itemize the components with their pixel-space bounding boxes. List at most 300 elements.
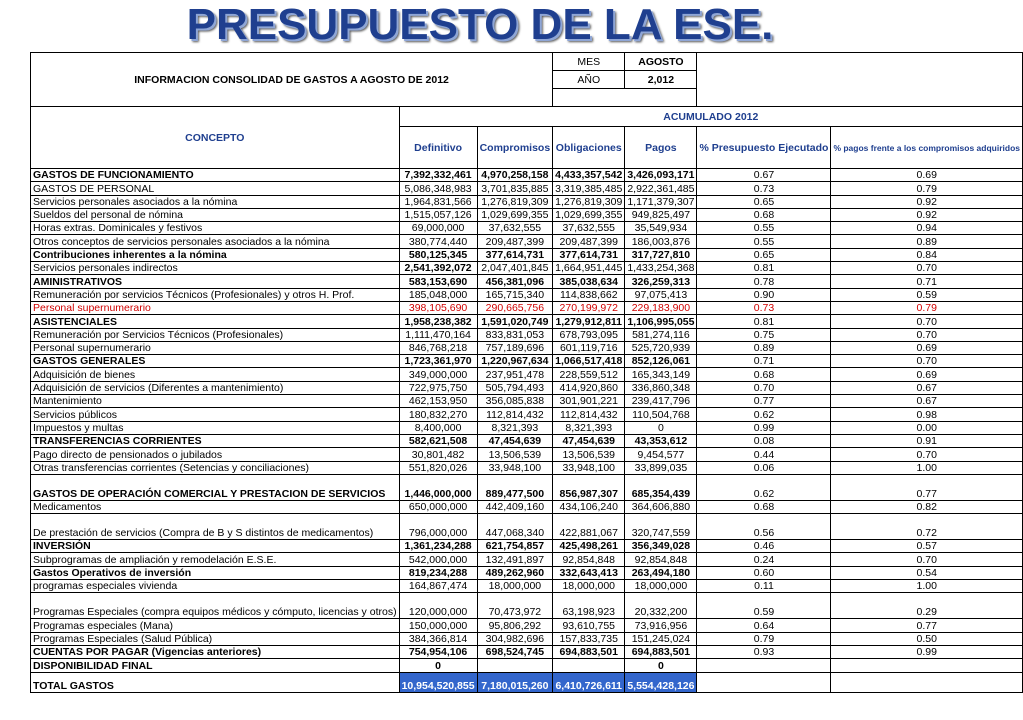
pct-cell: 0.11 — [697, 580, 831, 593]
table-row — [31, 222, 1023, 235]
amount-cell: 5,086,348,983 — [399, 182, 477, 195]
table-row — [31, 553, 1023, 566]
amount-cell: 229,183,900 — [625, 301, 697, 314]
amount-cell: 694,883,501 — [553, 645, 625, 658]
amount-cell: 846,768,218 — [399, 341, 477, 354]
pct-cell: 0.62 — [697, 408, 831, 421]
amount-cell: 621,754,857 — [477, 540, 553, 553]
amount-cell: 1,591,020,749 — [477, 315, 553, 328]
total-amount: 10,954,520,855 — [399, 672, 477, 692]
pct-cell: 0.93 — [697, 645, 831, 658]
pct-cell: 0.68 — [697, 500, 831, 513]
amount-cell: 8,400,000 — [399, 421, 477, 434]
anio-label: AÑO — [553, 71, 625, 89]
row-label: TRANSFERENCIAS CORRIENTES — [31, 434, 400, 447]
table-row — [31, 355, 1023, 368]
amount-cell: 151,245,024 — [625, 632, 697, 645]
col-header-pct-ejecutado: % Presupuesto Ejecutado — [697, 127, 831, 169]
amount-cell: 4,433,357,542 — [553, 169, 625, 182]
amount-cell: 73,916,956 — [625, 619, 697, 632]
pct-cell: 0.62 — [697, 474, 831, 500]
pct-cell: 1.00 — [831, 461, 1023, 474]
total-label: TOTAL GASTOS — [31, 672, 400, 692]
amount-cell: 1,664,951,445 — [553, 262, 625, 275]
amount-cell: 320,747,559 — [625, 514, 697, 540]
amount-cell: 112,814,432 — [477, 408, 553, 421]
table-row — [31, 645, 1023, 658]
row-label: Programas especiales (Mana) — [31, 619, 400, 632]
pct-cell: 0.75 — [697, 328, 831, 341]
row-label: De prestación de servicios (Compra de B y S distintos de medicamentos) — [31, 514, 400, 540]
amount-cell: 13,506,539 — [553, 448, 625, 461]
amount-cell: 0 — [625, 659, 697, 672]
row-label: Remuneración por servicios Técnicos (Profesionales) y otros H. Prof. — [31, 288, 400, 301]
amount-cell: 1,446,000,000 — [399, 474, 477, 500]
amount-cell: 856,987,307 — [553, 474, 625, 500]
amount-cell: 317,727,810 — [625, 248, 697, 261]
amount-cell: 18,000,000 — [625, 580, 697, 593]
table-row — [31, 659, 1023, 672]
row-label: Adquisición de bienes — [31, 368, 400, 381]
table-row — [31, 514, 1023, 540]
amount-cell: 582,621,508 — [399, 434, 477, 447]
amount-cell: 120,000,000 — [399, 593, 477, 619]
table-row — [31, 328, 1023, 341]
table-row — [31, 566, 1023, 579]
row-label: Adquisición de servicios (Diferentes a mantenimiento) — [31, 381, 400, 394]
amount-cell: 157,833,735 — [553, 632, 625, 645]
pct-cell: 0.90 — [697, 288, 831, 301]
amount-cell: 20,332,200 — [625, 593, 697, 619]
row-label: Programas Especiales (Salud Pública) — [31, 632, 400, 645]
amount-cell: 37,632,555 — [553, 222, 625, 235]
amount-cell: 949,825,497 — [625, 208, 697, 221]
amount-cell: 385,038,634 — [553, 275, 625, 288]
pct-cell: 0.71 — [697, 355, 831, 368]
pct-cell: 0.54 — [831, 566, 1023, 579]
amount-cell: 18,000,000 — [553, 580, 625, 593]
amount-cell: 364,606,880 — [625, 500, 697, 513]
total-row — [31, 672, 1023, 692]
table-row — [31, 619, 1023, 632]
amount-cell: 1,964,831,566 — [399, 195, 477, 208]
pct-cell — [831, 659, 1023, 672]
amount-cell: 326,259,313 — [625, 275, 697, 288]
table-row — [31, 275, 1023, 288]
pct-cell: 0.00 — [831, 421, 1023, 434]
amount-cell: 165,343,149 — [625, 368, 697, 381]
pct-cell: 0.99 — [831, 645, 1023, 658]
row-label: Programas Especiales (compra equipos médicos y cómputo, licencias y otros) — [31, 593, 400, 619]
amount-cell: 722,975,750 — [399, 381, 477, 394]
amount-cell: 0 — [625, 421, 697, 434]
amount-cell: 1,361,234,288 — [399, 540, 477, 553]
pct-cell: 0.92 — [831, 208, 1023, 221]
row-label: Servicios públicos — [31, 408, 400, 421]
mes-value: AGOSTO — [625, 53, 697, 71]
pct-cell: 0.79 — [831, 182, 1023, 195]
amount-cell: 581,274,116 — [625, 328, 697, 341]
amount-cell: 2,047,401,845 — [477, 262, 553, 275]
row-label: AMINISTRATIVOS — [31, 275, 400, 288]
amount-cell: 456,381,096 — [477, 275, 553, 288]
amount-cell: 3,426,093,171 — [625, 169, 697, 182]
amount-cell: 757,189,696 — [477, 341, 553, 354]
amount-cell: 1,276,819,309 — [477, 195, 553, 208]
amount-cell: 356,349,028 — [625, 540, 697, 553]
pct-cell: 0.79 — [831, 301, 1023, 314]
pct-cell: 0.94 — [831, 222, 1023, 235]
budget-table — [30, 52, 1023, 693]
amount-cell: 263,494,180 — [625, 566, 697, 579]
amount-cell: 1,029,699,355 — [477, 208, 553, 221]
amount-cell: 583,153,690 — [399, 275, 477, 288]
mes-label: MES — [553, 53, 625, 71]
amount-cell: 270,199,972 — [553, 301, 625, 314]
amount-cell: 8,321,393 — [553, 421, 625, 434]
pct-cell: 0.55 — [697, 235, 831, 248]
amount-cell: 92,854,848 — [553, 553, 625, 566]
col-header-compromisos: Compromisos — [477, 127, 553, 169]
table-row — [31, 341, 1023, 354]
row-label: Servicios personales asociados a la nómina — [31, 195, 400, 208]
amount-cell: 114,838,662 — [553, 288, 625, 301]
amount-cell: 1,723,361,970 — [399, 355, 477, 368]
pct-cell: 0.67 — [697, 169, 831, 182]
col-header-definitivo: Definitivo — [399, 127, 477, 169]
table-row — [31, 195, 1023, 208]
row-label: Personal supernumerario — [31, 301, 400, 314]
amount-cell: 3,319,385,485 — [553, 182, 625, 195]
amount-cell: 93,610,755 — [553, 619, 625, 632]
pct-cell: 0.59 — [831, 288, 1023, 301]
row-label: CUENTAS POR PAGAR (Vigencias anteriores) — [31, 645, 400, 658]
amount-cell: 30,801,482 — [399, 448, 477, 461]
pct-cell: 0.77 — [831, 619, 1023, 632]
pct-cell: 0.70 — [831, 328, 1023, 341]
amount-cell: 70,473,972 — [477, 593, 553, 619]
amount-cell: 33,948,100 — [553, 461, 625, 474]
amount-cell: 819,234,288 — [399, 566, 477, 579]
amount-cell: 180,832,270 — [399, 408, 477, 421]
pct-cell: 0.56 — [697, 514, 831, 540]
table-row — [31, 248, 1023, 261]
table-row — [31, 235, 1023, 248]
amount-cell: 377,614,731 — [553, 248, 625, 261]
amount-cell: 97,075,413 — [625, 288, 697, 301]
table-row — [31, 434, 1023, 447]
amount-cell: 489,262,960 — [477, 566, 553, 579]
row-label: Medicamentos — [31, 500, 400, 513]
amount-cell: 185,048,000 — [399, 288, 477, 301]
amount-cell: 1,515,057,126 — [399, 208, 477, 221]
row-label: programas especiales vivienda — [31, 580, 400, 593]
row-label: GASTOS GENERALES — [31, 355, 400, 368]
amount-cell: 505,794,493 — [477, 381, 553, 394]
total-amount: 7,180,015,260 — [477, 672, 553, 692]
amount-cell: 112,814,432 — [553, 408, 625, 421]
amount-cell: 694,883,501 — [625, 645, 697, 658]
amount-cell: 1,171,379,307 — [625, 195, 697, 208]
row-label: Gastos Operativos de inversión — [31, 566, 400, 579]
pct-cell: 0.73 — [697, 301, 831, 314]
table-row — [31, 580, 1023, 593]
anio-value: 2,012 — [625, 71, 697, 89]
pct-cell: 0.70 — [831, 355, 1023, 368]
pct-cell: 0.59 — [697, 593, 831, 619]
amount-cell: 1,220,967,634 — [477, 355, 553, 368]
amount-cell: 678,793,095 — [553, 328, 625, 341]
table-row — [31, 461, 1023, 474]
amount-cell: 95,806,292 — [477, 619, 553, 632]
amount-cell: 1,433,254,368 — [625, 262, 697, 275]
pct-cell: 0.70 — [831, 448, 1023, 461]
pct-cell: 0.70 — [831, 553, 1023, 566]
amount-cell: 685,354,439 — [625, 474, 697, 500]
table-row — [31, 421, 1023, 434]
pct-cell: 0.68 — [697, 368, 831, 381]
row-label: DISPONIBILIDAD FINAL — [31, 659, 400, 672]
row-label: INVERSIÓN — [31, 540, 400, 553]
amount-cell: 33,899,035 — [625, 461, 697, 474]
page-title: PRESUPUESTO DE LA ESE. — [186, 0, 774, 49]
amount-cell: 650,000,000 — [399, 500, 477, 513]
table-row — [31, 474, 1023, 500]
table-row — [31, 208, 1023, 221]
table-row — [31, 395, 1023, 408]
row-label: Personal supernumerario — [31, 341, 400, 354]
pct-cell: 0.06 — [697, 461, 831, 474]
amount-cell: 336,860,348 — [625, 381, 697, 394]
col-header-pct-pagos: % pagos frente a los compromisos adquiridos — [831, 127, 1023, 169]
amount-cell: 239,417,796 — [625, 395, 697, 408]
pct-cell: 0.99 — [697, 421, 831, 434]
table-row — [31, 262, 1023, 275]
pct-cell: 0.44 — [697, 448, 831, 461]
pct-cell: 0.84 — [831, 248, 1023, 261]
amount-cell: 580,125,345 — [399, 248, 477, 261]
amount-cell: 209,487,399 — [477, 235, 553, 248]
amount-cell: 349,000,000 — [399, 368, 477, 381]
row-label: Pago directo de pensionados o jubilados — [31, 448, 400, 461]
pct-cell: 0.73 — [697, 182, 831, 195]
amount-cell: 132,491,897 — [477, 553, 553, 566]
amount-cell: 1,106,995,055 — [625, 315, 697, 328]
amount-cell: 434,106,240 — [553, 500, 625, 513]
pct-cell: 0.70 — [831, 262, 1023, 275]
amount-cell: 0 — [399, 659, 477, 672]
amount-cell: 47,454,639 — [553, 434, 625, 447]
amount-cell: 380,774,440 — [399, 235, 477, 248]
concepto-header: CONCEPTO — [31, 107, 400, 169]
row-label: Mantenimiento — [31, 395, 400, 408]
report-subtitle: INFORMACION CONSOLIDAD DE GASTOS A AGOSTO DE 2012 — [31, 53, 553, 107]
pct-cell: 0.91 — [831, 434, 1023, 447]
pct-cell: 0.64 — [697, 619, 831, 632]
pct-cell: 0.69 — [831, 368, 1023, 381]
amount-cell: 442,409,160 — [477, 500, 553, 513]
amount-cell: 92,854,848 — [625, 553, 697, 566]
amount-cell: 237,951,478 — [477, 368, 553, 381]
row-label: ASISTENCIALES — [31, 315, 400, 328]
pct-cell: 0.46 — [697, 540, 831, 553]
amount-cell: 525,720,939 — [625, 341, 697, 354]
pct-cell: 0.92 — [831, 195, 1023, 208]
amount-cell: 3,701,835,885 — [477, 182, 553, 195]
amount-cell: 377,614,731 — [477, 248, 553, 261]
amount-cell: 542,000,000 — [399, 553, 477, 566]
pct-cell: 0.69 — [831, 169, 1023, 182]
table-row — [31, 169, 1023, 182]
amount-cell — [553, 659, 625, 672]
amount-cell: 33,948,100 — [477, 461, 553, 474]
amount-cell: 447,068,340 — [477, 514, 553, 540]
pct-cell: 0.60 — [697, 566, 831, 579]
amount-cell: 796,000,000 — [399, 514, 477, 540]
amount-cell: 1,958,238,382 — [399, 315, 477, 328]
pct-cell — [697, 659, 831, 672]
pct-cell: 0.24 — [697, 553, 831, 566]
amount-cell — [477, 659, 553, 672]
amount-cell: 304,982,696 — [477, 632, 553, 645]
amount-cell: 69,000,000 — [399, 222, 477, 235]
amount-cell: 1,029,699,355 — [553, 208, 625, 221]
row-label: Horas extras. Dominicales y festivos — [31, 222, 400, 235]
pct-cell: 0.72 — [831, 514, 1023, 540]
amount-cell: 852,126,061 — [625, 355, 697, 368]
amount-cell: 7,392,332,461 — [399, 169, 477, 182]
amount-cell: 425,498,261 — [553, 540, 625, 553]
amount-cell: 8,321,393 — [477, 421, 553, 434]
row-label: Sueldos del personal de nómina — [31, 208, 400, 221]
amount-cell: 228,559,512 — [553, 368, 625, 381]
amount-cell: 63,198,923 — [553, 593, 625, 619]
pct-cell: 0.70 — [697, 381, 831, 394]
amount-cell: 332,643,413 — [553, 566, 625, 579]
pct-cell: 0.89 — [697, 341, 831, 354]
row-label: Contribuciones inherentes a la nómina — [31, 248, 400, 261]
total-amount: 5,554,428,126 — [625, 672, 697, 692]
pct-cell: 0.67 — [831, 395, 1023, 408]
amount-cell: 13,506,539 — [477, 448, 553, 461]
amount-cell: 290,665,756 — [477, 301, 553, 314]
table-row — [31, 182, 1023, 195]
amount-cell: 150,000,000 — [399, 619, 477, 632]
total-empty-cell — [697, 672, 831, 692]
table-row — [31, 593, 1023, 619]
pct-cell: 0.98 — [831, 408, 1023, 421]
table-row — [31, 540, 1023, 553]
amount-cell: 414,920,860 — [553, 381, 625, 394]
amount-cell: 833,831,053 — [477, 328, 553, 341]
amount-cell: 398,105,690 — [399, 301, 477, 314]
amount-cell: 462,153,950 — [399, 395, 477, 408]
total-empty-cell — [831, 672, 1023, 692]
amount-cell: 1,279,912,811 — [553, 315, 625, 328]
pct-cell: 0.71 — [831, 275, 1023, 288]
pct-cell: 0.89 — [831, 235, 1023, 248]
pct-cell: 0.69 — [831, 341, 1023, 354]
pct-cell: 0.68 — [697, 208, 831, 221]
amount-cell: 110,504,768 — [625, 408, 697, 421]
amount-cell: 18,000,000 — [477, 580, 553, 593]
amount-cell: 186,003,876 — [625, 235, 697, 248]
table-row — [31, 368, 1023, 381]
amount-cell: 165,715,340 — [477, 288, 553, 301]
table-row — [31, 448, 1023, 461]
pct-cell: 0.82 — [831, 500, 1023, 513]
table-row — [31, 288, 1023, 301]
row-label: Subprogramas de ampliación y remodelación E.S.E. — [31, 553, 400, 566]
amount-cell: 422,881,067 — [553, 514, 625, 540]
amount-cell: 47,454,639 — [477, 434, 553, 447]
pct-cell: 0.65 — [697, 248, 831, 261]
pct-cell: 0.81 — [697, 262, 831, 275]
amount-cell: 1,111,470,164 — [399, 328, 477, 341]
pct-cell: 0.57 — [831, 540, 1023, 553]
amount-cell: 698,524,745 — [477, 645, 553, 658]
pct-cell: 0.70 — [831, 315, 1023, 328]
acumulado-header: ACUMULADO 2012 — [399, 107, 1022, 127]
row-label: Otras transferencias corrientes (Setencias y conciliaciones) — [31, 461, 400, 474]
table-row — [31, 301, 1023, 314]
amount-cell: 356,085,838 — [477, 395, 553, 408]
amount-cell: 754,954,106 — [399, 645, 477, 658]
row-label: Remuneración por Servicios Técnicos (Profesionales) — [31, 328, 400, 341]
col-header-obligaciones: Obligaciones — [553, 127, 625, 169]
pct-cell: 0.67 — [831, 381, 1023, 394]
pct-cell: 0.77 — [831, 474, 1023, 500]
amount-cell: 164,867,474 — [399, 580, 477, 593]
pct-cell: 0.50 — [831, 632, 1023, 645]
amount-cell: 384,366,814 — [399, 632, 477, 645]
pct-cell: 0.65 — [697, 195, 831, 208]
pct-cell: 0.29 — [831, 593, 1023, 619]
header-row-mes — [31, 53, 1023, 71]
amount-cell: 2,541,392,072 — [399, 262, 477, 275]
table-row — [31, 632, 1023, 645]
row-label: GASTOS DE OPERACIÓN COMERCIAL Y PRESTACION DE SERVICIOS — [31, 474, 400, 500]
header-row-acumulado — [31, 107, 1023, 127]
row-label: Otros conceptos de servicios personales asociados a la nómina — [31, 235, 400, 248]
amount-cell: 889,477,500 — [477, 474, 553, 500]
table-row — [31, 381, 1023, 394]
pct-cell: 1.00 — [831, 580, 1023, 593]
amount-cell: 2,922,361,485 — [625, 182, 697, 195]
amount-cell: 43,353,612 — [625, 434, 697, 447]
amount-cell: 35,549,934 — [625, 222, 697, 235]
pct-cell: 0.77 — [697, 395, 831, 408]
col-header-pagos: Pagos — [625, 127, 697, 169]
amount-cell: 1,276,819,309 — [553, 195, 625, 208]
pct-cell: 0.81 — [697, 315, 831, 328]
pct-cell: 0.55 — [697, 222, 831, 235]
pct-cell: 0.79 — [697, 632, 831, 645]
row-label: GASTOS DE PERSONAL — [31, 182, 400, 195]
amount-cell: 1,066,517,418 — [553, 355, 625, 368]
row-label: GASTOS DE FUNCIONAMIENTO — [31, 169, 400, 182]
amount-cell: 601,119,716 — [553, 341, 625, 354]
amount-cell: 4,970,258,158 — [477, 169, 553, 182]
table-row — [31, 408, 1023, 421]
amount-cell: 209,487,399 — [553, 235, 625, 248]
row-label: Servicios personales indirectos — [31, 262, 400, 275]
amount-cell: 301,901,221 — [553, 395, 625, 408]
amount-cell: 9,454,577 — [625, 448, 697, 461]
amount-cell: 551,820,026 — [399, 461, 477, 474]
pct-cell: 0.08 — [697, 434, 831, 447]
table-row — [31, 315, 1023, 328]
